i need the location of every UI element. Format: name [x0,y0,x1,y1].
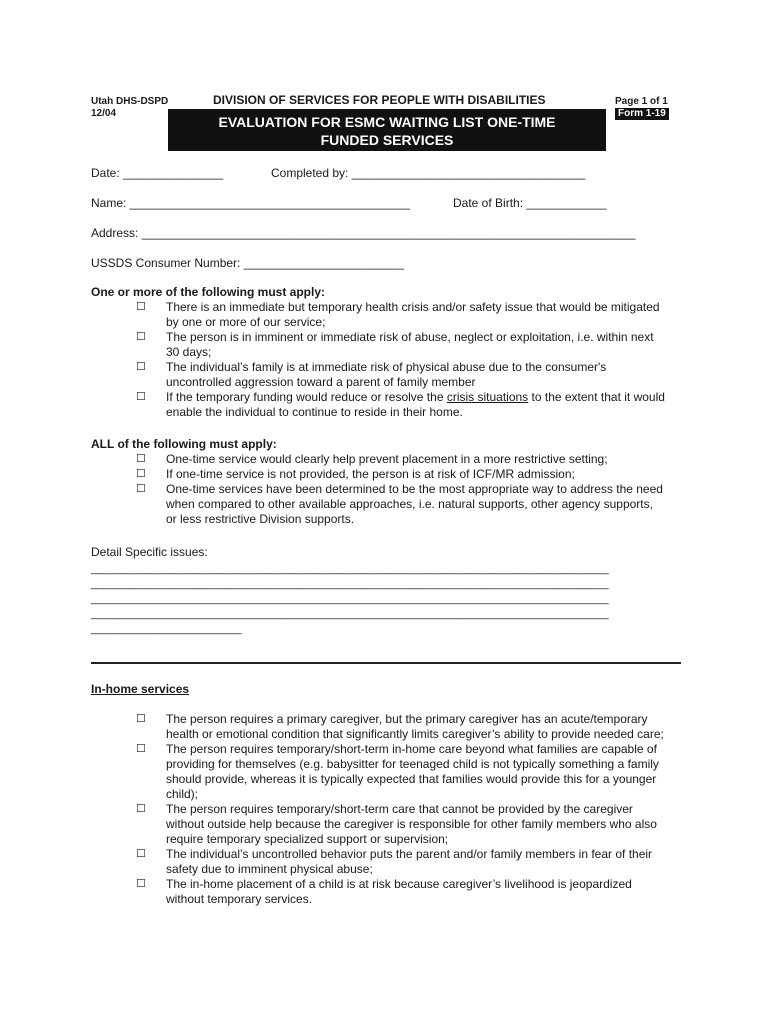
agency-block [91,96,168,120]
list-item-text: The person requires temporary/short-term care that cannot be provided by the caregiver without outside help because the caregiver is responsible for other family members who also require temporary specialized support or supervision; [166,802,657,846]
list-item [0,300,666,330]
checkbox-icon[interactable]: ☐ [136,453,146,465]
title-line-1: EVALUATION FOR ESMC WAITING LIST ONE-TIME [218,114,556,130]
completed-by-field[interactable]: Completed by: ___________________________________ [271,166,586,180]
list-item-text: The individual’s family is at immediate risk of physical abuse due to the consumer's uncontrolled aggression toward a parent of family member [166,360,607,389]
list-item [0,847,666,877]
detail-input-lines[interactable]: ______________________________________________________________________________________ ______________________________________________________________________________________ ______________________________________________________________________________________ ______________________________________________________________________________________ _________________________ [91,563,609,635]
section-one-heading: One or more of the following must apply: [91,285,326,299]
list-item [0,467,666,482]
title-line-2: FUNDED SERVICES [320,132,454,148]
detail-label: Detail Specific issues: [91,545,208,559]
section-one-list [0,300,666,420]
checkbox-icon[interactable]: ☐ [136,803,146,815]
checkbox-icon[interactable]: ☐ [136,878,146,890]
list-item-text-pre: If the temporary funding would reduce or resolve the [166,390,447,404]
list-item [0,877,666,907]
division-title: DIVISION OF SERVICES FOR PEOPLE WITH DISABILITIES [213,93,546,107]
list-item-text: If one-time service is not provided, the person is at risk of ICF/MR admission; [166,467,575,481]
checkbox-icon[interactable]: ☐ [136,468,146,480]
list-item-text: One-time services have been determined to be the most appropriate way to address the need when compared to other available approaches, i.e. natural supports, other agency supports, or less restrictive Division supports. [166,482,663,526]
checkbox-icon[interactable]: ☐ [136,743,146,755]
section-two-list [0,452,666,527]
list-item-text: The person is in imminent or immediate risk of abuse, neglect or exploitation, i.e. within next 30 days; [166,330,654,359]
form-number: Form 1-19 [615,108,669,120]
section-two-heading: ALL of the following must apply: [91,437,277,451]
checkbox-icon[interactable]: ☐ [136,713,146,725]
list-item [0,482,666,527]
in-home-services-list [0,712,666,907]
list-item [0,742,666,802]
list-item-text-post: to the extent that it would enable the individual to continue to reside in their home. [166,390,665,419]
list-item [0,360,666,390]
checkbox-icon[interactable]: ☐ [136,331,146,343]
page-number: Page 1 of 1 [615,96,668,107]
list-item [0,452,666,467]
checkbox-icon[interactable]: ☐ [136,391,146,403]
list-item [0,802,666,847]
in-home-services-heading: In-home services [91,682,190,696]
list-item-text: One-time service would clearly help prevent placement in a more restrictive setting; [166,452,608,466]
dob-field[interactable]: Date of Birth: ____________ [453,196,607,210]
section-divider [91,662,681,664]
list-item-text: The individual’s uncontrolled behavior puts the parent and/or family members in fear of their safety due to imminent physical abuse; [166,847,653,876]
checkbox-icon[interactable]: ☐ [136,848,146,860]
list-item-text: The person requires temporary/short-term in-home care beyond what families are capable of providing for themselves (e.g. babysitter for teenaged child is not typically something a family should provide, whereas it is typically expected that families would provide this for a younger child); [166,742,659,801]
checkbox-icon[interactable]: ☐ [136,483,146,495]
page-info [615,96,669,120]
list-item [0,390,666,420]
checkbox-icon[interactable]: ☐ [136,301,146,313]
address-field[interactable]: Address: __________________________________________________________________________ [91,226,636,240]
date-field[interactable]: Date: _______________ [91,166,224,180]
list-item [0,330,666,360]
consumer-number-field[interactable]: USSDS Consumer Number: ________________________ [91,256,404,270]
form-date: 12/04 [91,108,117,119]
document-title [168,109,606,151]
crisis-situations-term: crisis situations [446,390,529,404]
name-field[interactable]: Name: __________________________________________ [91,196,410,210]
checkbox-icon[interactable]: ☐ [136,361,146,373]
list-item [0,712,666,742]
list-item-text: The person requires a primary caregiver, but the primary caregiver has an acute/temporary health or emotional condition that significantly limits caregiver’s ability to provide needed care; [166,712,664,741]
list-item-text: The in-home placement of a child is at risk because caregiver’s livelihood is jeopardized without temporary services. [166,877,632,906]
agency-name: Utah DHS-DSPD [91,96,169,107]
list-item-text: There is an immediate but temporary health crisis and/or safety issue that would be mitigated by one or more of our service; [166,300,660,329]
